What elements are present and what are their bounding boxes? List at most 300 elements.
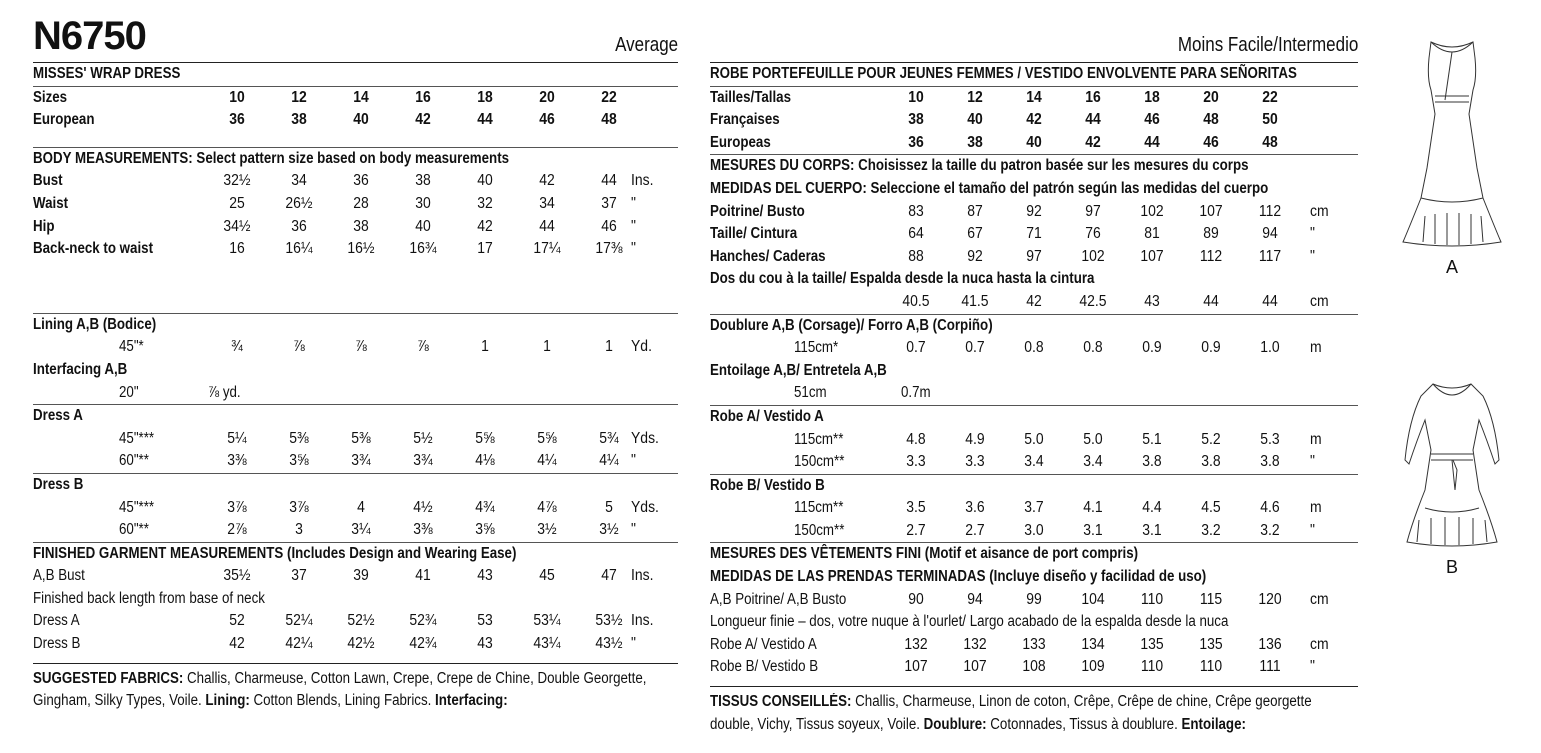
- value-cell: ¾: [231, 338, 243, 356]
- value-cell: 1: [605, 338, 613, 356]
- value-cell: 4.4: [1142, 499, 1162, 517]
- value-cell: ⅞: [293, 338, 305, 356]
- lining-row: [33, 336, 678, 359]
- value-cell: 16½: [347, 240, 375, 258]
- value-cell: 3.3: [906, 453, 926, 471]
- value-cell: 40: [415, 217, 431, 235]
- table-row: [33, 610, 678, 633]
- value-cell: 135: [1199, 635, 1223, 653]
- value-cell: 39: [353, 567, 369, 585]
- finished-back-label: Finished back length from base of neck: [33, 589, 265, 607]
- value-cell: 3.3: [965, 453, 985, 471]
- suggested-fabrics: TISSUS CONSEILLÉS: Challis, Charmeuse, Linon de coton, Crêpe, Crêpe de chine, Crêpe georgette double, Vichy, Tissus soyeux, Voile. Doublure: Cotonnades, Tissus à doublure. Entoilage:: [710, 693, 1312, 733]
- value-cell: 20: [539, 88, 555, 106]
- unit-label: Yds.: [631, 498, 659, 516]
- row-label: Bust: [33, 172, 63, 190]
- value-cell: 0.8: [1024, 339, 1044, 357]
- row-label: Tailles/Tallas: [710, 88, 792, 106]
- value-cell: 43: [1144, 292, 1160, 310]
- value-cell: 112: [1199, 247, 1223, 265]
- table-row: [33, 497, 678, 520]
- value-cell: 34½: [223, 217, 251, 235]
- body-heading-es: MEDIDAS DEL CUERPO: Seleccione el tamaño del patrón según las medidas del cuerpo: [710, 179, 1269, 197]
- value-cell: 43: [477, 567, 493, 585]
- value-cell: 4.9: [965, 430, 985, 448]
- value-cell: 5.0: [1083, 430, 1103, 448]
- value-cell: 89: [1203, 225, 1219, 243]
- value-cell: 108: [1022, 658, 1046, 676]
- unit-label: m: [1310, 339, 1322, 357]
- table-row: [710, 520, 1358, 543]
- value-cell: 133: [1022, 635, 1046, 653]
- value-cell: 3½: [537, 521, 557, 539]
- francaises-row: [710, 109, 1358, 132]
- value-cell: 5⅜: [351, 429, 371, 447]
- row-label: Françaises: [710, 111, 780, 129]
- row-label: Waist: [33, 194, 69, 212]
- value-cell: 12: [291, 88, 307, 106]
- unit-label: Ins.: [631, 567, 654, 585]
- unit-label: ": [631, 240, 636, 258]
- value-cell: 52¾: [409, 612, 437, 630]
- value-cell: 92: [967, 247, 983, 265]
- body-measurements: [710, 201, 1358, 269]
- value-cell: 36: [291, 217, 307, 235]
- value-cell: 42: [1026, 111, 1042, 129]
- value-cell: 1: [481, 338, 489, 356]
- value-cell: 104: [1081, 590, 1105, 608]
- value-cell: 17: [477, 240, 493, 258]
- value-cell: 4¼: [537, 452, 557, 470]
- value-cell: 38: [908, 111, 924, 129]
- fabric-width: 60"**: [119, 521, 149, 539]
- value-cell: 1: [543, 338, 551, 356]
- value-cell: 4¼: [599, 452, 619, 470]
- unit-label: cm: [1310, 202, 1329, 220]
- value-cell: 3.6: [965, 499, 985, 517]
- value-cell: 10: [229, 88, 245, 106]
- value-cell: 99: [1026, 590, 1042, 608]
- value-cell: 16: [1085, 88, 1101, 106]
- sizes-row: [33, 87, 678, 110]
- table-row: [710, 223, 1358, 246]
- unit-label: ": [631, 194, 636, 212]
- difficulty-level: Moins Facile/Intermedio: [1177, 34, 1358, 56]
- finished-lengths: [33, 610, 678, 655]
- fabric-width: 60"**: [119, 452, 149, 470]
- value-cell: 0.8: [1083, 339, 1103, 357]
- value-cell: 22: [1262, 88, 1278, 106]
- row-label: Dress B: [33, 635, 81, 653]
- table-row: [33, 519, 678, 542]
- value-cell: 37: [601, 194, 617, 212]
- table-row: [710, 656, 1358, 679]
- title: ROBE PORTEFEUILLE POUR JEUNES FEMMES / VESTIDO ENVOLVENTE PARA SEÑORITAS: [710, 65, 1297, 82]
- view-a-sketch: [1395, 38, 1510, 253]
- interfacing-length: 0.7m: [901, 384, 931, 402]
- header: [710, 0, 1358, 62]
- value-cell: 4⅛: [475, 452, 495, 470]
- row-label: A,B Poitrine/ A,B Busto: [710, 590, 847, 608]
- view-b-sketch: [1395, 380, 1510, 550]
- back-label-row: [710, 268, 1358, 291]
- dress-a-label-row: [33, 405, 678, 428]
- value-cell: 42¾: [409, 635, 437, 653]
- value-cell: 17¼: [533, 240, 561, 258]
- row-label: Dress A: [33, 612, 80, 630]
- value-cell: 3.1: [1083, 521, 1103, 539]
- interfacing-width: 51cm: [794, 384, 827, 402]
- value-cell: 0.7: [906, 339, 926, 357]
- fabric-width: 115cm*: [794, 339, 839, 357]
- value-cell: 3.7: [1024, 499, 1044, 517]
- table-row: [710, 246, 1358, 269]
- value-cell: 40: [477, 172, 493, 190]
- value-cell: 41: [415, 567, 431, 585]
- value-cell: 132: [963, 635, 987, 653]
- dress-b-label: Robe B/ Vestido B: [710, 476, 825, 494]
- row-label: Hip: [33, 217, 55, 235]
- interfacing-row: [33, 382, 678, 405]
- value-cell: 115: [1199, 590, 1223, 608]
- value-cell: 3.0: [1024, 521, 1044, 539]
- row-label: Back-neck to waist: [33, 240, 154, 258]
- value-cell: 42: [415, 111, 431, 129]
- value-cell: 22: [601, 88, 617, 106]
- value-cell: 53½: [595, 612, 623, 630]
- value-cell: 4: [357, 498, 365, 516]
- unit-label: m: [1310, 430, 1322, 448]
- value-cell: 45: [539, 567, 555, 585]
- value-cell: 3.4: [1024, 453, 1044, 471]
- finished-bust-row: [33, 565, 678, 588]
- value-cell: 42: [1085, 133, 1101, 151]
- value-cell: 41.5: [961, 292, 989, 310]
- value-cell: 5⅝: [475, 429, 495, 447]
- finished-heading-fr: MESURES DES VÊTEMENTS FINI (Motif et aisance de port compris): [710, 545, 1139, 563]
- header: [33, 0, 678, 62]
- title-row: [710, 63, 1358, 86]
- dress-a-label: Robe A/ Vestido A: [710, 407, 824, 425]
- table-row: [33, 633, 678, 656]
- unit-label: ": [631, 635, 636, 653]
- value-cell: 107: [1140, 247, 1164, 265]
- interfacing-label: Entoilage A,B/ Entretela A,B: [710, 361, 887, 379]
- finished-back-row: [710, 611, 1358, 634]
- value-cell: 3⅜: [227, 452, 247, 470]
- value-cell: 5.3: [1260, 430, 1280, 448]
- sizes-row: [710, 87, 1358, 110]
- suggested-fabrics: SUGGESTED FABRICS: Challis, Charmeuse, Cotton Lawn, Crepe, Crepe de Chine, Double Georgette, Gingham, Silky Types, Voile. Lining: Cotton Blends, Lining Fabrics. Interfacing:: [33, 669, 647, 710]
- value-cell: 44: [601, 172, 617, 190]
- french-spanish-panel: [710, 0, 1358, 736]
- unit-label: ": [1310, 521, 1315, 539]
- value-cell: 102: [1081, 247, 1105, 265]
- value-cell: 2.7: [906, 521, 926, 539]
- value-cell: 4.6: [1260, 499, 1280, 517]
- value-cell: 97: [1026, 247, 1042, 265]
- value-cell: 53: [477, 612, 493, 630]
- value-cell: 38: [415, 172, 431, 190]
- unit-label: Ins.: [631, 612, 654, 630]
- value-cell: 3⅞: [227, 498, 247, 516]
- value-cell: 76: [1085, 225, 1101, 243]
- value-cell: 3.4: [1083, 453, 1103, 471]
- unit-label: Yds.: [631, 429, 659, 447]
- value-cell: 110: [1199, 658, 1223, 676]
- value-cell: 81: [1144, 225, 1160, 243]
- table-row: [33, 170, 678, 193]
- table-row: [710, 201, 1358, 224]
- value-cell: 20: [1203, 88, 1219, 106]
- value-cell: 4.1: [1083, 499, 1103, 517]
- value-cell: 71: [1026, 225, 1042, 243]
- unit-label: cm: [1310, 292, 1329, 310]
- value-cell: 46: [1203, 133, 1219, 151]
- value-cell: 50: [1262, 111, 1278, 129]
- value-cell: 132: [904, 635, 928, 653]
- value-cell: 5¼: [227, 429, 247, 447]
- table-row: [33, 238, 678, 261]
- value-cell: 94: [967, 590, 983, 608]
- value-cell: 5¾: [599, 429, 619, 447]
- value-cell: 26½: [285, 194, 313, 212]
- unit-label: ": [631, 217, 636, 235]
- table-row: [710, 451, 1358, 474]
- finished-bust-row: [710, 589, 1358, 612]
- value-cell: 110: [1140, 658, 1164, 676]
- value-cell: 42.5: [1079, 292, 1107, 310]
- body-heading-row: [33, 148, 678, 171]
- value-cell: 117: [1258, 247, 1282, 265]
- value-cell: 44: [1262, 292, 1278, 310]
- value-cell: 4.8: [906, 430, 926, 448]
- value-cell: 4½: [413, 498, 433, 516]
- interfacing-width: 20": [119, 383, 139, 401]
- value-cell: 3.2: [1260, 521, 1280, 539]
- body-heading: BODY MEASUREMENTS: Select pattern size based on body measurements: [33, 149, 510, 167]
- value-cell: 2⅞: [227, 521, 247, 539]
- value-cell: 111: [1259, 658, 1281, 676]
- value-cell: 30: [415, 194, 431, 212]
- value-cell: 16: [415, 88, 431, 106]
- value-cell: 3⅞: [289, 498, 309, 516]
- title-row: [33, 63, 678, 86]
- value-cell: 4⅞: [537, 498, 557, 516]
- value-cell: 52½: [347, 612, 375, 630]
- value-cell: 134: [1081, 635, 1105, 653]
- finished-heading-es: MEDIDAS DE LAS PRENDAS TERMINADAS (Incluye diseño y facilidad de uso): [710, 568, 1207, 586]
- row-label: Sizes: [33, 88, 68, 106]
- value-cell: 14: [353, 88, 369, 106]
- value-cell: 10: [908, 88, 924, 106]
- row-label: Robe B/ Vestido B: [710, 658, 819, 676]
- value-cell: 16¾: [409, 240, 437, 258]
- value-cell: 120: [1258, 590, 1282, 608]
- value-cell: 42¼: [285, 635, 313, 653]
- value-cell: 52: [229, 612, 245, 630]
- body-measurements: [33, 170, 678, 260]
- value-cell: 16: [229, 240, 245, 258]
- lining-row: [710, 337, 1358, 360]
- value-cell: 52¼: [285, 612, 313, 630]
- difficulty-level: Average: [614, 34, 678, 56]
- row-label: A,B Bust: [33, 567, 85, 585]
- row-label: Hanches/ Caderas: [710, 247, 826, 265]
- lining-label-row: [710, 315, 1358, 338]
- fabric-width: 45"*: [119, 338, 144, 356]
- value-cell: 38: [967, 133, 983, 151]
- value-cell: 43½: [595, 635, 623, 653]
- value-cell: 110: [1140, 590, 1164, 608]
- row-label: Poitrine/ Busto: [710, 202, 805, 220]
- row-label: Europeas: [710, 133, 771, 151]
- fabric-width: 45"***: [119, 498, 155, 516]
- finished-heading-row: [33, 543, 678, 566]
- value-cell: 44: [1085, 111, 1101, 129]
- value-cell: 3⅝: [475, 521, 495, 539]
- value-cell: 40.5: [902, 292, 930, 310]
- lining-label: Doublure A,B (Corsage)/ Forro A,B (Corpiño): [710, 316, 993, 334]
- value-cell: 0.9: [1142, 339, 1162, 357]
- value-cell: 18: [477, 88, 493, 106]
- value-cell: 107: [1199, 202, 1223, 220]
- dress-b-label-row: [33, 474, 678, 497]
- value-cell: 3.8: [1142, 453, 1162, 471]
- value-cell: 42: [229, 635, 245, 653]
- row-label: Robe A/ Vestido A: [710, 635, 817, 653]
- value-cell: 5⅝: [537, 429, 557, 447]
- fabric-width: 45"***: [119, 429, 155, 447]
- interfacing-label-row: [710, 360, 1358, 383]
- value-cell: 136: [1258, 635, 1282, 653]
- back-values-row: [710, 291, 1358, 314]
- unit-label: Yd.: [631, 338, 652, 356]
- dress-a-label-row: [710, 406, 1358, 429]
- value-cell: 42: [1026, 292, 1042, 310]
- finished-heading-fr-row: [710, 543, 1358, 566]
- row-label: Taille/ Cintura: [710, 225, 798, 243]
- table-row: [710, 429, 1358, 452]
- table-row: [33, 450, 678, 473]
- value-cell: 94: [1262, 225, 1278, 243]
- value-cell: 0.7: [965, 339, 985, 357]
- view-a-label: A: [1445, 257, 1458, 277]
- value-cell: 42: [477, 217, 493, 235]
- table-row: [33, 428, 678, 451]
- value-cell: 32½: [223, 172, 251, 190]
- finished-lengths: [710, 634, 1358, 679]
- value-cell: 112: [1258, 202, 1282, 220]
- table-row: [710, 634, 1358, 657]
- unit-label: ": [1310, 453, 1315, 471]
- table-row: [33, 193, 678, 216]
- value-cell: 38: [291, 111, 307, 129]
- value-cell: 46: [1144, 111, 1160, 129]
- value-cell: ⅞: [355, 338, 367, 356]
- finished-heading: FINISHED GARMENT MEASUREMENTS (Includes Design and Wearing Ease): [33, 544, 517, 562]
- value-cell: 107: [963, 658, 987, 676]
- value-cell: 46: [601, 217, 617, 235]
- view-b-label: B: [1445, 557, 1458, 577]
- fabric-width: 150cm**: [794, 521, 845, 539]
- value-cell: 92: [1026, 202, 1042, 220]
- value-cell: 25: [229, 194, 245, 212]
- interfacing-label-row: [33, 359, 678, 382]
- value-cell: 0.9: [1201, 339, 1221, 357]
- value-cell: 3.8: [1201, 453, 1221, 471]
- value-cell: 3.5: [906, 499, 926, 517]
- europeas-row: [710, 132, 1358, 155]
- dress-b-label-row: [710, 475, 1358, 498]
- unit-label: m: [1310, 499, 1322, 517]
- value-cell: 48: [1262, 133, 1278, 151]
- value-cell: 83: [908, 202, 924, 220]
- dress-a-yardage: [710, 429, 1358, 474]
- value-cell: 3¼: [351, 521, 371, 539]
- value-cell: 48: [1203, 111, 1219, 129]
- value-cell: 109: [1081, 658, 1105, 676]
- unit-label: cm: [1310, 590, 1329, 608]
- divider: [710, 686, 1358, 687]
- value-cell: 3.2: [1201, 521, 1221, 539]
- value-cell: 44: [477, 111, 493, 129]
- value-cell: 16¼: [285, 240, 313, 258]
- value-cell: 102: [1140, 202, 1164, 220]
- value-cell: 4¾: [475, 498, 495, 516]
- value-cell: 42: [539, 172, 555, 190]
- value-cell: 47: [601, 567, 617, 585]
- value-cell: 90: [908, 590, 924, 608]
- value-cell: 32: [477, 194, 493, 212]
- value-cell: ⅞: [417, 338, 429, 356]
- value-cell: 44: [539, 217, 555, 235]
- dress-b-yardage: [710, 497, 1358, 542]
- value-cell: 43: [477, 635, 493, 653]
- dress-a-yardage: [33, 428, 678, 473]
- value-cell: 34: [291, 172, 307, 190]
- value-cell: 37: [291, 567, 307, 585]
- value-cell: 135: [1140, 635, 1164, 653]
- unit-label: ": [631, 521, 636, 539]
- value-cell: 40: [1026, 133, 1042, 151]
- value-cell: 107: [904, 658, 928, 676]
- value-cell: 36: [908, 133, 924, 151]
- value-cell: 36: [229, 111, 245, 129]
- value-cell: 44: [1144, 133, 1160, 151]
- finished-back-row: [33, 588, 678, 611]
- value-cell: 3.8: [1260, 453, 1280, 471]
- dress-b-label: Dress B: [33, 475, 84, 493]
- table-row: [33, 216, 678, 239]
- body-heading-es-row: [710, 178, 1358, 201]
- title: MISSES' WRAP DRESS: [33, 65, 181, 82]
- fabric-width: 115cm**: [794, 430, 844, 448]
- lining-label-row: [33, 314, 678, 337]
- body-heading-fr-row: [710, 155, 1358, 178]
- lining-label: Lining A,B (Bodice): [33, 315, 157, 333]
- value-cell: 3.1: [1142, 521, 1162, 539]
- value-cell: 53¼: [533, 612, 561, 630]
- value-cell: 64: [908, 225, 924, 243]
- value-cell: 5½: [413, 429, 433, 447]
- european-row: [33, 109, 678, 132]
- table-row: [710, 497, 1358, 520]
- unit-label: ": [631, 452, 636, 470]
- value-cell: 4.5: [1201, 499, 1221, 517]
- unit-label: ": [1310, 225, 1315, 243]
- unit-label: ": [1310, 658, 1315, 676]
